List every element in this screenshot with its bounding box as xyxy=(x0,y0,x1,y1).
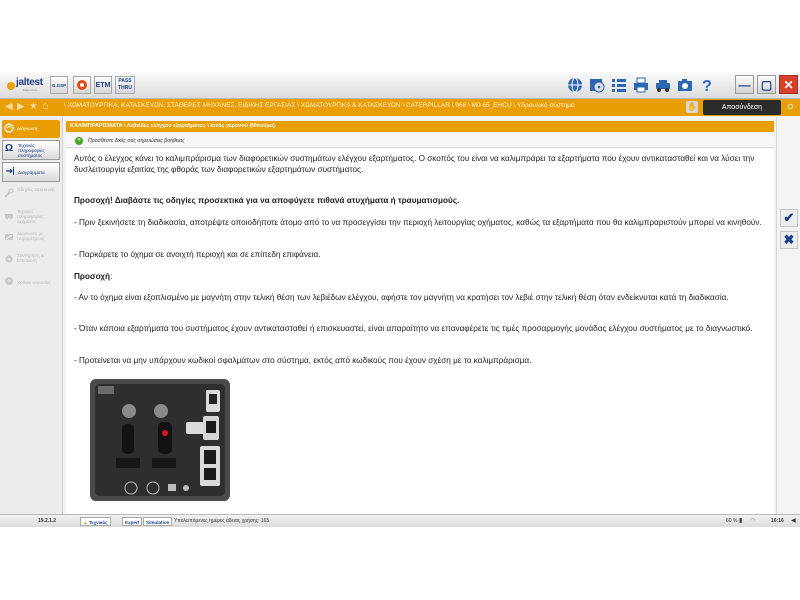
instruction-4: - Όταν κάποια εξαρτήματα του συστήματος έχουν αντικατασταθεί ή επισκευαστεί, είναι απαραίτητο να επαναφέρετε τις τιμές προσαρμογής μονάδας ελέγχου συστήματος με το διαγνωστικό. xyxy=(74,324,753,333)
pin-icon[interactable]: ⊙ xyxy=(787,102,794,111)
back-arrow-icon[interactable]: ◀ xyxy=(5,101,13,112)
expert-badge[interactable]: Expert xyxy=(122,517,142,526)
gsp-button[interactable]: G.GSP xyxy=(50,76,68,94)
license-message: Υπολειπόμενες ημέρες άδειας χρήσης: 165 xyxy=(174,518,270,524)
sidebar-item-labor-times xyxy=(2,273,60,293)
dvd-icon[interactable] xyxy=(588,76,606,94)
sidebar-item-label: Συντήρηση & Επισκευή xyxy=(17,253,44,264)
sidebar-item-label: Χρόνοι εργασίας xyxy=(17,280,51,285)
logout-button[interactable]: Αποσύνδεση xyxy=(703,100,781,115)
version-label: 19.2.1.2 xyxy=(38,518,57,524)
attention-label: Προσοχή xyxy=(74,272,110,281)
minimize-button[interactable]: — xyxy=(735,75,754,94)
clock-time: 16:16 xyxy=(771,518,784,524)
instruction-1: - Πριν ξεκινήσετε τη διαδικασία, αποτρέψτε οποιοδήποτε άτομο από το να προσεγγίσει την περιοχή λειτουργίας οχήματος, καθώς τα εξαρτήματα που θα καλιμπραριστούν μπορεί να κινηθούν. xyxy=(74,218,762,227)
sidebar-item-diagrams[interactable] xyxy=(2,162,60,182)
control-panel-photo xyxy=(86,376,234,504)
camera-icon[interactable] xyxy=(676,76,694,94)
sidebar-item-label: Τεχνικές πληροφορίες συστήματος xyxy=(18,143,45,159)
user-label: Τεχνικός xyxy=(88,520,108,525)
content-title: ΚΑΛΙΜΠΡΑΡΙΣΜΑΤΑ \ Λεβιέδες ελέγχου εξαρτήματος \ Ιστός γερανού (Μπούμα) xyxy=(70,123,276,129)
logo-text: jaltest xyxy=(16,77,43,88)
volume-icon[interactable]: ◀ xyxy=(791,518,796,524)
procedure-content xyxy=(66,149,774,516)
clock-icon xyxy=(4,276,14,286)
cancel-button[interactable]: ✖ xyxy=(780,231,798,249)
user-help-icon[interactable]: ✋ xyxy=(687,102,697,111)
jaltest-logo xyxy=(4,77,46,93)
globe-icon[interactable] xyxy=(566,76,584,94)
sidebar-item-maintenance xyxy=(2,251,60,271)
breadcrumb-bar xyxy=(0,99,800,116)
sidebar-item-label: Τεχνικές πληροφορίες οχήματος xyxy=(17,209,44,225)
printer-icon[interactable] xyxy=(632,76,650,94)
sidebar-item-parameters xyxy=(2,229,60,249)
user-icon: ▲ xyxy=(83,520,88,525)
sidebar-item-system-info[interactable] xyxy=(2,140,60,160)
battery-icon: ▮ xyxy=(739,518,743,524)
sidebar-item-vehicle-info xyxy=(2,207,60,227)
jaltest-window xyxy=(0,72,800,527)
intro-paragraph: Αυτός ο έλεγχος κάνει το καλιμπράρισμα των διαφορετικών συστημάτων ελέγχου εξαρτήματος. Ο σκοπός του είναι να καλιμπράρει τα εξαρτήματα που έχουν αντικατασταθεί και να λύσει την δυσλειτουργία εξαιτίας της φθοράς των διαφορετικών εξαρτημάτων συστήματος. xyxy=(74,154,755,174)
car-icon[interactable] xyxy=(654,76,672,94)
instruction-2: - Παρκάρετε το όχημα σε ανοιχτή περιοχή και σε επίπεδη επιφάνεια. xyxy=(74,250,321,259)
restore-button[interactable]: ▢ xyxy=(757,75,776,94)
content-header xyxy=(66,121,774,132)
tools-button[interactable] xyxy=(73,76,91,94)
gears-icon xyxy=(74,77,90,93)
favorite-star-icon[interactable]: ★ xyxy=(29,101,38,112)
sidebar-item-label: Οδηγίες επισκευής xyxy=(17,187,56,192)
sidebar-item-label: Διαγράμματα xyxy=(18,170,45,175)
logo-mark xyxy=(7,82,15,90)
svg-text:?: ? xyxy=(702,78,712,94)
home-icon[interactable]: ⌂ xyxy=(42,100,49,112)
close-button[interactable]: ✕ xyxy=(779,75,798,94)
user-badge[interactable] xyxy=(80,517,111,526)
pass-thru-button[interactable]: PASS THRU xyxy=(115,76,135,94)
add-note-icon[interactable]: + xyxy=(76,137,82,144)
attention-colon: : xyxy=(110,272,113,281)
diagram-icon xyxy=(5,166,15,176)
warning-paragraph: Προσοχή! Διαβάστε τις οδηγίες προσεκτικά για να αποφύγετε πιθανά ατυχήματα ή τραυματισμούς. xyxy=(74,196,460,205)
breadcrumb: \ ΧΩΜΑΤΟΥΡΓΙΚΑ, ΚΑΤΑΣΚΕΥΩΝ, ΣΤΑΘΕΡΕΣ ΜΗΧΑΝΕΣ, ΕΙΔΙΚΗΣ ΕΡΓΑΣΙΑΣ \ ΧΩΜΑΤΟΥΡΓΙΚΑ & ΚΑΤΑΣΚΕΥΩΝ \ CATERPILLAR \ 966 \ M0 65_EHCU \ Υδραυλικό σύστημα xyxy=(64,102,575,109)
add-note-label: Προσθέστε δικές σας σημειώσεις βοήθειας xyxy=(88,138,185,144)
wifi-icon: ◠ xyxy=(750,518,756,524)
sidebar-item-label: Διάγνωση xyxy=(17,126,38,131)
top-toolbar xyxy=(0,72,800,99)
left-sidebar xyxy=(0,117,63,514)
battery-level: 60 % xyxy=(726,518,738,524)
wrench-icon xyxy=(4,188,14,198)
simulation-badge[interactable]: Simulation xyxy=(143,517,172,526)
instruction-3: - Αν το όχημα είναι εξοπλισμένο με μαγνήτη στην τελική θέση των λεβιέδων ελέγχου, αφήστε τον μαγνήτη να κρατήσει τον λεβιέ στην τελική θέση όταν ενδείκνυται κατά τη διαδικασία. xyxy=(74,293,729,302)
maintenance-icon xyxy=(4,254,14,264)
parameters-icon xyxy=(4,232,14,242)
status-bar xyxy=(0,514,800,527)
help-icon[interactable] xyxy=(698,76,716,94)
sidebar-item-label: Διάγνωση με παραμέτρους xyxy=(17,231,45,242)
etm-button[interactable]: ETM xyxy=(94,76,112,94)
ohm-icon: Ω xyxy=(5,143,14,154)
right-action-strip xyxy=(776,117,800,514)
instruction-5: - Προτείνεται να μην υπάρχουν κωδικοί σφαλμάτων στο σύστημα, εκτός από κωδικούς που έχουν σχέση με το καλιμπράρισμα. xyxy=(74,356,532,365)
confirm-button[interactable]: ✔ xyxy=(780,209,798,227)
sidebar-item-repair-guides xyxy=(2,185,60,205)
help-notes-row[interactable] xyxy=(66,135,774,148)
sidebar-item-diagnosis[interactable] xyxy=(2,120,60,138)
forward-arrow-icon[interactable]: ▶ xyxy=(17,101,25,112)
vehicle-icon xyxy=(4,210,14,220)
attention-heading xyxy=(74,271,764,282)
diagnosis-icon xyxy=(4,123,14,133)
list-icon[interactable] xyxy=(610,76,628,94)
logo-subtext: diagnostics xyxy=(22,88,38,92)
